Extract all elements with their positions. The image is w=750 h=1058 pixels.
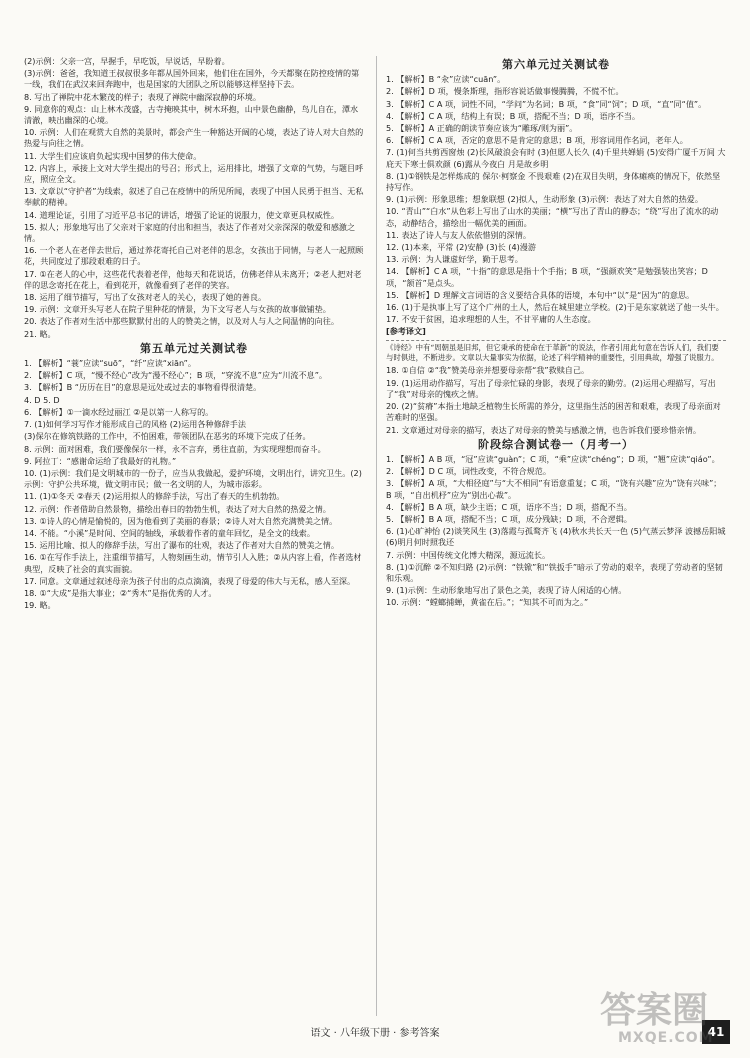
answer-item: 16. 一个老人在老伴去世后，通过养花寄托自己对老伴的思念，女孩出于同情，与老人一起照顾花，共同度过了那段艰难的日子。 [24, 245, 364, 267]
answer-item: 8. (1)①钢铁是怎样炼成的 保尔·柯察金 不畏艰难 (2)在双目失明，身体瘫痪的情况下，依然坚持写作。 [386, 170, 721, 193]
answer-item: 12. 内容上，承接上文对大学生提出的号召；形式上，运用排比，增强了文章的气势，与题目呼应，照应全文。 [24, 162, 364, 185]
answer-item: 1. 【解析】A B 项，“冠”应读“guàn”；C 项，“乘”应读“chéng”；D 项，“翘”应读“qiáo”。 [386, 453, 720, 464]
answer-item: 6. 【解析】C A 项，否定的意思不是肯定的意思；B 项，形容词用作名词，老年人。 [386, 135, 688, 146]
answer-item: 3. 【解析】C A 项，词性不同，“学问”为名词；B 项，“食”同“饲”；D 项，“直”同“值”。 [386, 98, 707, 109]
answer-item: 4. 【解析】C A 项，结构上有误；B 项，搭配不当；D 项，语序不当。 [386, 110, 640, 121]
answer-item: (2)示例：父亲一宫，早握手，早吃饭，早说话，早盼着。 [24, 56, 230, 66]
answer-item: 3. 【解析】A 项，“大相径庭”与“大不相同”有语意重复；C 项，“饶有兴趣”应为“饶有兴味”；B 项，“自出机杼”应为“别出心裁”。 [386, 478, 722, 500]
unit5-title: 第五单元过关测试卷 [140, 341, 248, 355]
answer-item: 2. 【解析】D 项，慢条斯理，指形容说话做事慢腾腾，不慌不忙。 [386, 86, 624, 97]
column-divider [376, 56, 377, 1016]
answer-item: 14. 不能。“小溪”是时间、空间的轴线，承载着作者的童年回忆，是全文的线索。 [24, 527, 315, 538]
answer-item: 19. 示例：文章开头写老人在院子里种花的情景，为下文写老人与女孩的故事做铺垫。 [24, 304, 331, 315]
answer-item: 8. (1)①沉醉 ②不知归路 (2)示例：“铁锨”和“铁扳手”暗示了劳动的艰辛，表现了劳动者的坚韧和乐观。 [386, 561, 723, 583]
answer-item: 9. (1)示例：生动形象地写出了景色之美，表现了诗人闲适的心情。 [386, 585, 627, 596]
answer-item: 11. 表达了诗人与友人依依惜别的深情。 [386, 229, 531, 240]
answer-item: 16. ①在写作手法上，注重细节描写，人物刻画生动，情节引人入胜；②从内容上看，作者选材典型，反映了社会的真实面貌。 [24, 552, 362, 574]
watermark-text: 答案圈 [600, 989, 709, 1031]
left-column [24, 56, 364, 612]
watermark-logo [600, 990, 740, 1054]
answer-item: 7. 示例：中国传统文化博大精深，源远流长。 [386, 549, 551, 560]
answer-item: 14. 【解析】C A 项，“十指”的意思是指十个手指；B 项，“强颜欢笑”是勉强装出笑容；D 项，“颔首”是点头。 [386, 266, 708, 288]
answer-item: 16. (1)于是执事上写了这个广州的土人，然后在城里建立学校。(2)于是东家就送了他一头牛。 [386, 302, 724, 313]
answer-item: 4. 【解析】B A 项，缺少主语；C 项，语序不当；D 项，搭配不当。 [386, 501, 632, 512]
answer-item: 5. 【解析】B A 项，搭配不当；C 项，成分残缺；D 项，不合逻辑。 [386, 513, 632, 524]
answer-item: 15. 【解析】D 理解文言词语的含义要结合具体的语境，本句中“以”是“因为”的意思。 [386, 289, 695, 300]
answer-item: 12. (1)本来，平常 (2)安静 (3)长 (4)漫游 [386, 242, 536, 253]
answer-item: 21. 文章通过对母亲的描写，表达了对母亲的赞美与感激之情，也告诉我们要珍惜亲情。 [386, 424, 701, 435]
answer-item: 20. 表达了作者对生活中那些默默付出的人的赞美之情，以及对人与人之间温情的向往。 [24, 316, 339, 327]
right-column [386, 56, 726, 610]
answer-item: 18. ①自信 ②“我”赞美母亲并想要母亲帮“我”救赎自己。 [386, 365, 590, 376]
answer-item: 19. (1)运用动作描写，写出了母亲忙碌的身影，表现了母亲的勤劳。(2)运用心理描写，写出了“我”对母亲的愧疚之情。 [386, 377, 716, 399]
answer-item: 4. D 5. D [24, 394, 60, 405]
answer-page [24, 56, 728, 1016]
answer-item: 3. 【解析】B “历历在目”的意思是远处或过去的事物看得很清楚。 [24, 382, 262, 393]
watermark-url: MXQE.COM [618, 1030, 714, 1046]
stage-test-title: 阶段综合测试卷一（月考一） [478, 437, 634, 451]
answer-item: 14. 道理论证，引用了习近平总书记的讲话，增强了论证的说服力，使文章更具权威性。 [24, 209, 339, 220]
answer-item: 11. (1)①冬天 ②春天 (2)运用拟人的修辞手法，写出了春天的生机勃勃。 [24, 491, 285, 502]
answer-item: 6. (1)心旷神怡 (2)谈笑风生 (3)落霞与孤鹜齐飞 (4)秋水共长天一色 (5)气蒸云梦泽 波撼岳阳城 (6)明月何时照我还 [386, 526, 726, 548]
answer-item: 10. “青山”“白水”从色彩上写出了山水的美丽；“横”写出了青山的静态；“绕”写出了流水的动态，动静结合，描绘出一幅优美的画面。 [386, 206, 719, 228]
answer-item: 5. 【解析】A 正确的朗读节奏应该为“雕琢/则为丽”。 [386, 123, 578, 134]
answer-item: 17. ①在老人的心中，这些花代表着老伴，他每天和花说话，仿佛老伴从未离开；②老人把对老伴的思念寄托在花上，看到花开，就像看到了老伴的笑容。 [24, 268, 362, 290]
answer-item: 10. 示例：“螳螂捕蝉，黄雀在后。”；“知其不可而为之。” [386, 597, 589, 608]
answer-item: 13. 文章以“守护者”为线索，叙述了自己在疫情中的所见所闻，表现了中国人民勇于担当、无私奉献的精神。 [24, 186, 364, 208]
answer-item: 17. 同意。文章通过叙述母亲为孩子付出的点点滴滴，表现了母爱的伟大与无私，感人至深。 [24, 575, 356, 586]
answer-item: (3)保尔在修筑铁路的工作中，不怕困难，带领团队在恶劣的环境下完成了任务。 [24, 431, 311, 442]
answer-item: 13. 示例：为人谦虚好学，勤于思考。 [386, 254, 523, 265]
answer-item: 20. (2)“贫瘠”本指土地缺乏植物生长所需的养分，这里指生活的困苦和艰难，表现了母亲面对苦难时的坚强。 [386, 401, 721, 423]
answer-item: 15. 运用比喻、拟人的修辞手法，写出了瀑布的壮观，表达了作者对大自然的赞美之情。 [24, 540, 339, 551]
answer-item: 15. 拟人；形象地写出了父亲对于家庭的付出和担当，表达了作者对父亲深深的敬爱和感激之情。 [24, 221, 356, 244]
answer-item: 2. 【解析】D C 项，词性改变，不符合规范。 [386, 466, 551, 477]
answer-item: 2. 【解析】C 项，“慢不经心”改为“漫不经心”；B 项，“穿流不息”应为“川流不息”。 [24, 370, 328, 381]
answer-item: 1. 【解析】“蓑”应读“suō”，“纤”应读“xiān”。 [24, 358, 196, 369]
answer-item: 8. 写出了禅院中花木繁茂的样子；表现了禅院中幽深寂静的环境。 [24, 91, 261, 102]
answer-item: 10. 示例：人们在观赏大自然的美景时，都会产生一种豁达开阔的心境，表达了诗人对大自然的热爱与向往之情。 [24, 127, 364, 149]
answer-item: 11. 大学生们应该肩负起实现中国梦的伟大使命。 [24, 150, 202, 161]
answer-item: 19. 略。 [24, 600, 56, 611]
answer-item: (3)示例：爸爸，我知道王叔叔很多年都从国外回来，他们住在国外，今天都聚在防控疫情的第一线，我们在武汉来回奔跑中，也是国家的大团队之所以能够这样坚持下去。 [24, 68, 360, 90]
answer-item: 17. 不安于贫困，追求理想的人生，不甘平庸的人生态度。 [386, 314, 596, 325]
answer-item: 9. (1)示例：形象思维；想象联想 (2)拟人，生动形象 (3)示例：表达了对大自然的热爱。 [386, 194, 703, 205]
page-number: 41 [702, 1020, 730, 1044]
answer-item: 18. ①“大成”是指大事业；②“秀木”是指优秀的人才。 [24, 587, 217, 598]
answer-item: 13. ①诗人的心情是愉悦的，因为他看到了美丽的春景；②诗人对大自然充满赞美之情。 [24, 515, 338, 526]
answer-item: 9. 阿拉丁：“感谢命运给了我最好的礼物。” [24, 455, 177, 466]
answer-item: 21. 略。 [24, 328, 56, 339]
unit6-title: 第六单元过关测试卷 [502, 58, 610, 71]
footer-label: 语文 · 八年级下册 · 参考答案 [310, 1028, 440, 1039]
answer-item: 7. (1)何当共剪西窗烛 (2)长风破浪会有时 (3)但愿人长久 (4)千里共婵娟 (5)安得广厦千万间 大庇天下寒士俱欢颜 (6)露从今夜白 月是故乡明 [386, 147, 726, 169]
answer-item: 8. 示例：面对困难，我们要像保尔一样，永不言弃，勇往直前，为实现理想而奋斗。 [24, 443, 326, 454]
answer-item: 1. 【解析】B “汆”应读“cuān”。 [386, 74, 506, 85]
answer-item: 7. (1)如何学习写作才能形成自己的风格 (2)运用各种修辞手法 [24, 419, 246, 430]
reference-translation: 《诗经》中有“周朝虽是旧邦，但它秉承的使命在于革新”的说法，作者引用此句意在告诉人们，我们要与时俱进，不断进步。文章以大量事实为依据，论述了科学精神的重要性，引用典故，增强了说服力。 [386, 340, 726, 364]
answer-item: 6. 【解析】①一滴水经过丽江 ②是以第一人称写的。 [24, 406, 214, 417]
answer-item: 18. 运用了细节描写，写出了女孩对老人的关心，表现了她的善良。 [24, 292, 267, 303]
reference-label: [参考译文] [386, 326, 426, 337]
answer-item: 10. (1)示例：我们是文明城市的一份子，应当从我做起，爱护环境，文明出行，讲究卫生。(2)示例：守护公共环境，做文明市民；做一名文明的人，为城市添彩。 [24, 467, 362, 490]
answer-item: 12. 示例：作者借助自然景物，描绘出春日的勃勃生机，表达了对大自然的热爱之情。 [24, 503, 331, 514]
answer-item: 9. 同意你的观点：山上林木茂盛，古寺掩映其中，树木环抱，山中景色幽静，鸟儿自在，潭水清澈，映出幽深的心境。 [24, 103, 359, 126]
